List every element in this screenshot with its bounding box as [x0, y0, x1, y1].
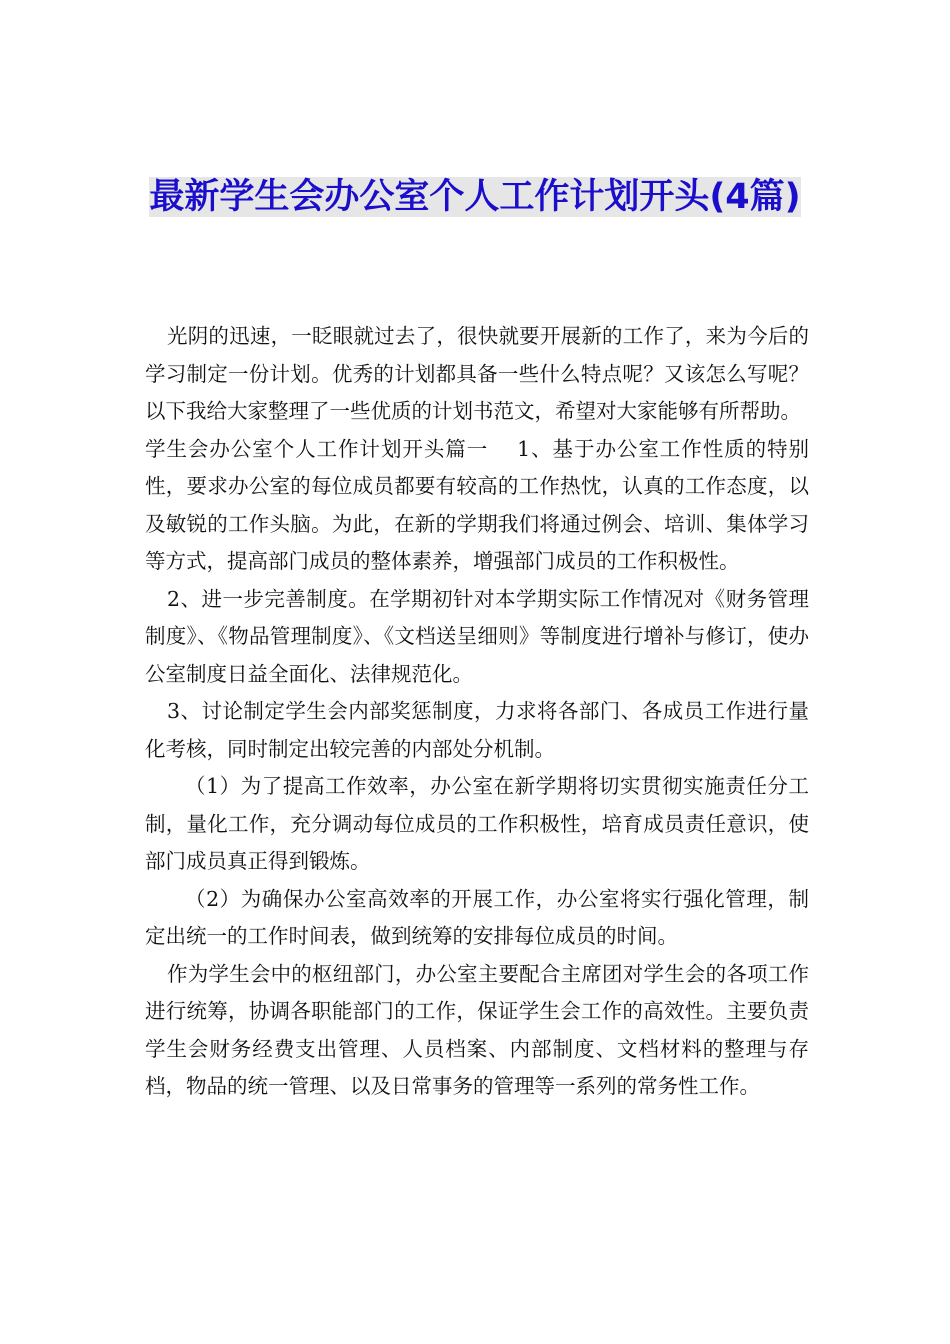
- paragraph-subitem-1: （1）为了提高工作效率，办公室在新学期将切实贯彻实施责任分工制，量化工作，充分调动每位成员的工作积极性，培育成员责任意识，使部门成员真正得到锻炼。: [145, 774, 809, 873]
- paragraph-subitem-2: （2）为确保办公室高效率的开展工作，办公室将实行强化管理，制定出统一的工作时间表，做到统筹的安排每位成员的时间。: [145, 886, 809, 948]
- document-title: [140, 172, 810, 222]
- paragraph-item-2: 2、进一步完善制度。在学期初针对本学期实际工作情况对《财务管理制度》、《物品管理制度》、《文档送呈细则》等制度进行增补与修订，使办公室制度日益全面化、法律规范化。: [145, 586, 809, 686]
- paragraph-summary: 作为学生会中的枢纽部门，办公室主要配合主席团对学生会的各项工作进行统筹，协调各职能部门的工作，保证学生会工作的高效性。主要负责学生会财务经费支出管理、人员档案、内部制度、文档材料的整理与存档，物品的统一管理、以及日常事务的管理等一系列的常务性工作。: [145, 961, 809, 1098]
- paragraph-intro: 光阴的迅速，一眨眼就过去了，很快就要开展新的工作了，来为今后的学习制定一份计划。优秀的计划都具备一些什么特点呢？又该怎么写呢？以下我给大家整理了一些优质的计划书范文，希望对大家能够有所帮助。: [145, 324, 809, 423]
- document-body: [145, 318, 809, 1106]
- paragraph-section-1: 学生会办公室个人工作计划开头篇一 1、基于办公室工作性质的特别性，要求办公室的每位成员都要有较高的工作热忱，认真的工作态度，以及敏锐的工作头脑。为此，在新的学期我们将通过例会、培训、集体学习等方式，提高部门成员的整体素养，增强部门成员的工作积极性。: [145, 436, 809, 573]
- paragraph-item-3: 3、讨论制定学生会内部奖惩制度，力求将各部门、各成员工作进行量化考核，同时制定出较完善的内部处分机制。: [145, 699, 809, 761]
- document-title-text: 最新学生会办公室个人工作计划开头(4篇): [149, 177, 801, 217]
